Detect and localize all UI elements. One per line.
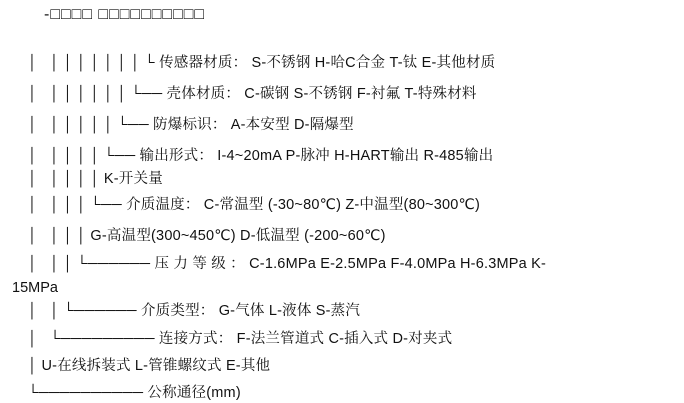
diagram-row-shell-material: │ │ │ │ │ │ │ └── 壳体材质： C-碳钢 S-不锈钢 F-衬氟 T-特殊材料 [28,86,477,102]
model-code-header: -□□□□ □□□□□□□□□□ [44,6,206,23]
diagram-row-medium-type: │ │ └────── 介质类型： G-气体 L-液体 S-蒸汽 [28,303,361,319]
diagram-row-temperature-continued: │ │ │ │ G-高温型(300~450℃) D-低温型 (-200~60℃) [28,228,386,244]
diagram-row-sensor-material: │ │ │ │ │ │ │ │ └ 传感器材质： S-不锈钢 H-哈C合金 T-钛 E-其他材质 [28,55,496,71]
diagram-row-switch-quantity: │ │ │ │ │ K-开关量 [28,171,163,187]
diagram-row-connection-type: │ └───────── 连接方式： F-法兰管道式 C-插入式 D-对夹式 [28,331,453,347]
diagram-row-explosion-proof: │ │ │ │ │ │ └── 防爆标识： A-本安型 D-隔爆型 [28,117,354,133]
diagram-row-connection-type-extra: │ U-在线拆装式 L-管锥螺纹式 E-其他 [28,358,271,374]
diagram-row-output-form: │ │ │ │ │ └── 输出形式： I-4~20mA P-脉冲 H-HART输出 R-485输出 [28,148,494,164]
diagram-row-pressure-rating: │ │ │ └────── 压 力 等 级 ： C-1.6MPa E-2.5MPa F-4.0MPa H-6.3MPa K- [28,256,546,272]
diagram-row-pressure-rating-wrap: 15MPa [12,280,58,296]
diagram-row-nominal-diameter: └────────── 公称通径(mm) [28,385,241,401]
diagram-row-medium-temperature: │ │ │ │ └── 介质温度： C-常温型 (-30~80℃) Z-中温型(80~300℃) [28,197,481,213]
